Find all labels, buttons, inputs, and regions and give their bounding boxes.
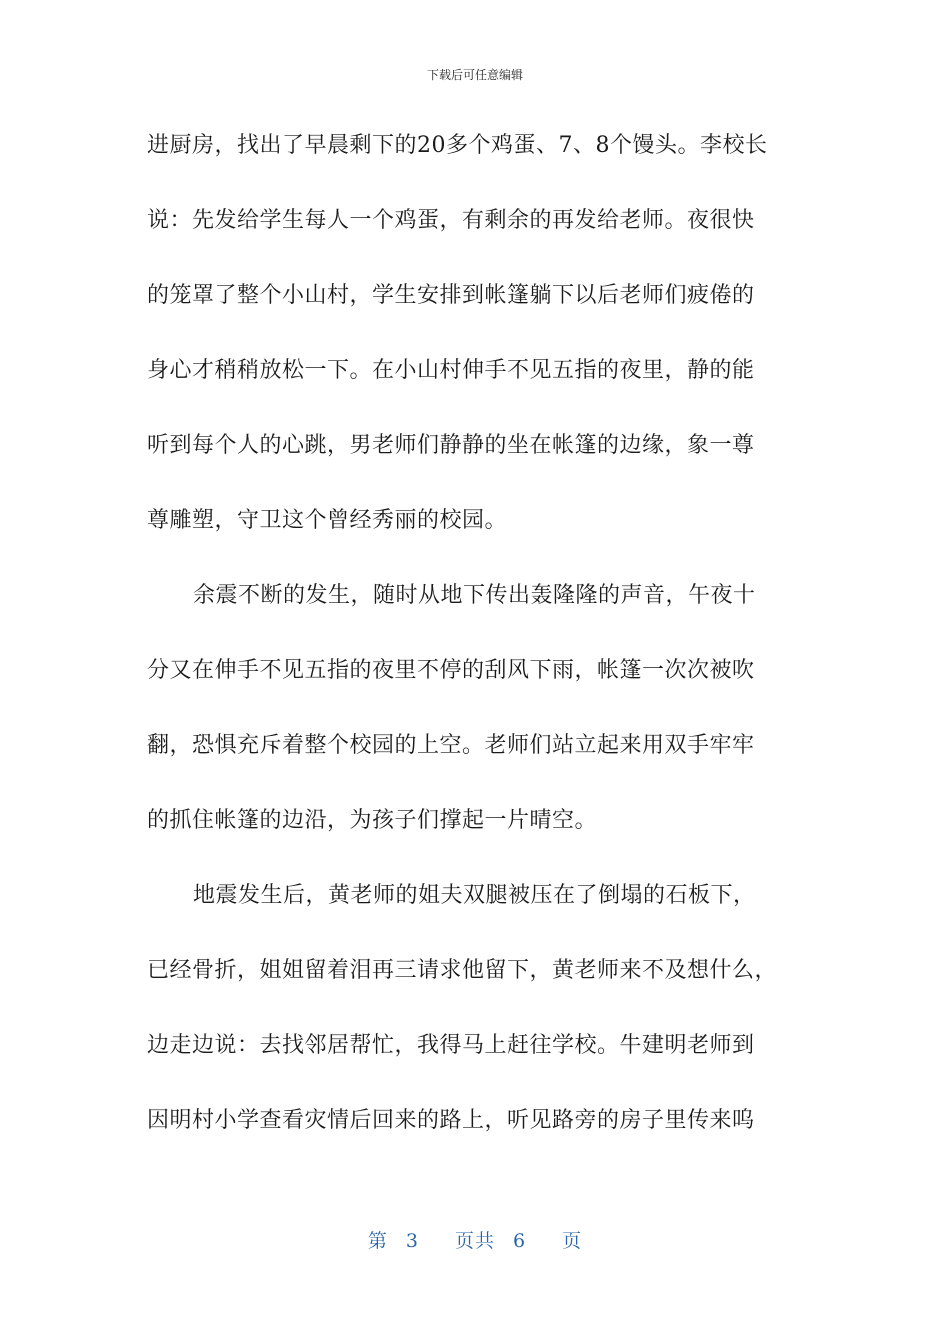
paragraph-first-line: 地震发生后，黄老师的姐夫双腿被压在了倒塌的石板下， — [193, 883, 756, 908]
text-line: 因明村小学查看灾情后回来的路上，听见路旁的房子里传来呜 — [147, 1108, 755, 1133]
page-footer-middle: 页共 — [454, 1230, 495, 1252]
text-line: 说：先发给学生每人一个鸡蛋，有剩余的再发给老师。夜很快 — [147, 208, 755, 233]
text-line: 分又在伸手不见五指的夜里不停的刮风下雨，帐篷一次次被吹 — [147, 658, 755, 683]
paragraph-first-line: 余震不断的发生，随时从地下传出轰隆隆的声音，午夜十 — [193, 583, 756, 608]
page-footer-suffix: 页 — [562, 1230, 583, 1252]
text-line: 进厨房，找出了早晨剩下的20多个鸡蛋、7、8个馒头。李校长 — [147, 133, 768, 158]
text-line: 翻，恐惧充斥着整个校园的上空。老师们站立起来用双手牢牢 — [147, 733, 755, 758]
current-page-number: 3 — [405, 1230, 419, 1252]
text-line: 的抓住帐篷的边沿，为孩子们撑起一片晴空。 — [147, 808, 598, 833]
text-line: 听到每个人的心跳，男老师们静静的坐在帐篷的边缘，象一尊 — [147, 433, 755, 458]
text-line: 已经骨折，姐姐留着泪再三请求他留下，黄老师来不及想什么， — [147, 958, 778, 983]
page-header: 下载后可任意编辑 — [426, 68, 523, 82]
text-line: 的笼罩了整个小山村，学生安排到帐篷躺下以后老师们疲倦的 — [147, 283, 755, 308]
total-pages-number: 6 — [513, 1230, 527, 1252]
text-line: 边走边说：去找邻居帮忙，我得马上赶往学校。牛建明老师到 — [147, 1033, 755, 1058]
page-footer-prefix: 第 — [367, 1230, 388, 1252]
text-line: 身心才稍稍放松一下。在小山村伸手不见五指的夜里，静的能 — [147, 358, 755, 383]
text-line: 尊雕塑，守卫这个曾经秀丽的校园。 — [147, 508, 508, 533]
page-footer — [0, 1226, 950, 1253]
document-body — [147, 124, 807, 1174]
